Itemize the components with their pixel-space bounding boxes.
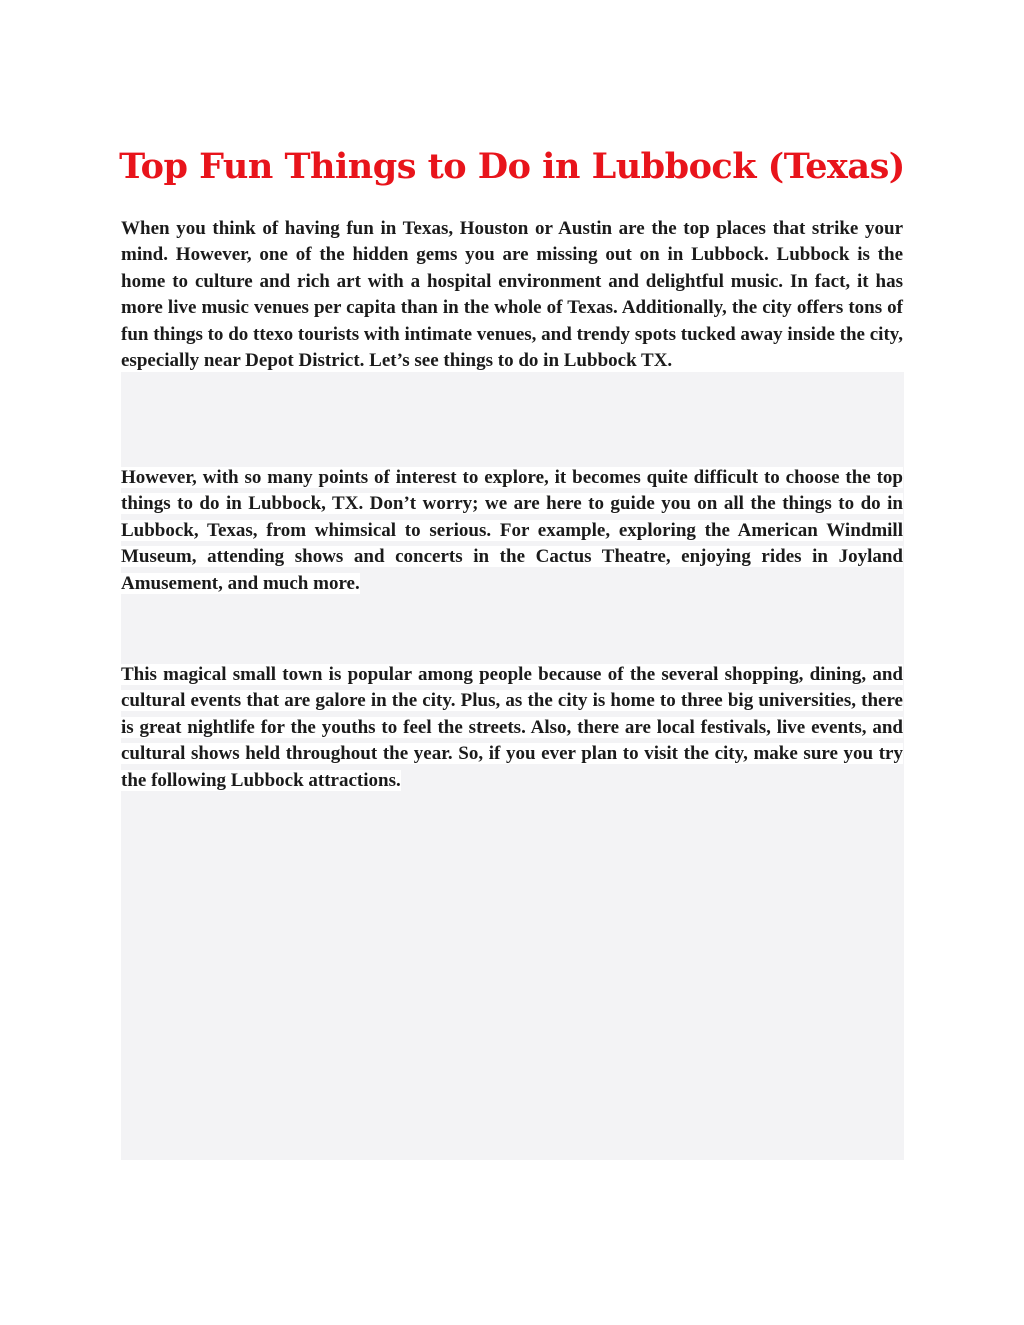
page-title: Top Fun Things to Do in Lubbock (Texas) (119, 146, 905, 187)
paragraph-small-town-text: This magical small town is popular among people because of the several shopping, dining, and cultural events that are galore in the city. Plus, as the city is home to three big universities, there is great nightlife for the youths to feel the streets. Also, there are local festivals, live events, and cultural shows held throughout the year. So, if you ever plan to visit the city, make sure you try the following Lubbock attractions. (121, 664, 903, 791)
paragraph-small-town (121, 662, 903, 794)
paragraph-points-of-interest-text: However, with so many points of interest to explore, it becomes quite difficult to choose the top things to do in Lubbock, TX. Don’t worry; we are here to guide you on all the things to do in Lubbock, Texas, from whimsical to serious. For example, exploring the American Windmill Museum, attending shows and concerts in the Cactus Theatre, enjoying rides in Joyland Amusement, and much more. (121, 467, 903, 594)
paragraph-intro (121, 216, 903, 374)
paragraph-intro-text: When you think of having fun in Texas, Houston or Austin are the top places that strike your mind. However, one of the hidden gems you are missing out on in Lubbock. Lubbock is the home to culture and rich art with a hospital environment and delightful music. In fact, it has more live music venues per capita than in the whole of Texas. Additionally, the city offers tons of fun things to do ttexo tourists with intimate venues, and trendy spots tucked away inside the city, especially near Depot District. Let’s see things to do in Lubbock TX. (121, 218, 903, 372)
paragraph-points-of-interest (121, 465, 903, 597)
